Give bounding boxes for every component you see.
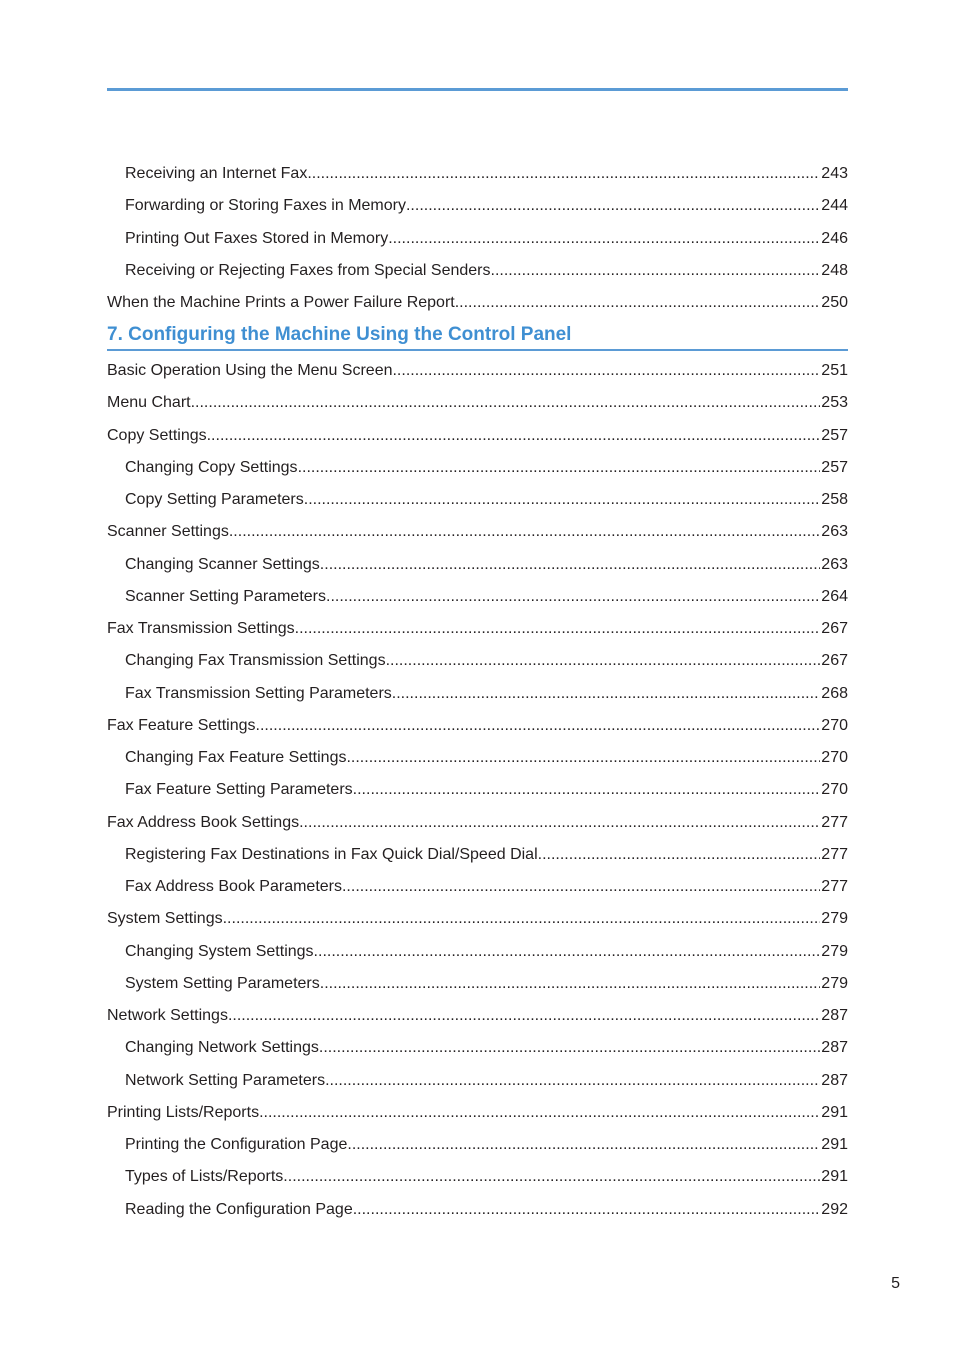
toc-entry-page: 250	[821, 294, 848, 311]
dot-leader	[346, 747, 820, 769]
toc-entry[interactable]	[107, 392, 848, 414]
toc-entry-page: 257	[821, 458, 848, 476]
toc-entry[interactable]	[107, 747, 848, 769]
toc-entry[interactable]	[107, 650, 848, 672]
dot-leader	[392, 360, 820, 382]
toc-entry[interactable]	[107, 195, 848, 217]
toc-entry[interactable]	[107, 844, 848, 866]
toc-entry-title: Types of Lists/Reports	[125, 1168, 284, 1186]
toc-entry-page: 277	[821, 878, 848, 895]
dot-leader	[319, 1037, 820, 1059]
toc-entry[interactable]	[107, 292, 848, 314]
toc-entry-title: Printing the Configuration Page	[125, 1136, 348, 1153]
toc-entry-page: 270	[821, 716, 848, 734]
toc-entry[interactable]	[107, 360, 848, 382]
toc-entry-page: 279	[821, 910, 848, 928]
toc-entry-title: Network Settings	[107, 1007, 228, 1024]
toc-entry-page: 268	[821, 684, 848, 702]
dot-leader	[256, 715, 821, 737]
toc-entry-page: 257	[821, 426, 848, 444]
dot-leader	[283, 1166, 820, 1188]
dot-leader	[386, 650, 821, 672]
toc-entry-page: 251	[821, 362, 848, 379]
dot-leader	[455, 292, 821, 314]
toc-entry-title: Fax Feature Setting Parameters	[125, 781, 353, 799]
toc-entry-page: 287	[821, 1039, 848, 1057]
dot-leader	[347, 1134, 820, 1156]
toc-entry-page: 258	[821, 491, 848, 508]
dot-leader	[307, 163, 820, 185]
toc-entry-page: 270	[821, 781, 848, 799]
dot-leader	[191, 392, 821, 414]
dot-leader	[304, 489, 821, 511]
toc-entry-page: 277	[821, 813, 848, 831]
toc-entry-title: Scanner Setting Parameters	[125, 587, 326, 605]
toc-entry[interactable]	[107, 554, 848, 576]
toc-entry[interactable]	[107, 586, 848, 608]
page-number: 5	[891, 1275, 900, 1292]
toc-entry-page: 243	[821, 165, 848, 182]
toc-entry[interactable]	[107, 1134, 848, 1156]
toc-entry-title: Receiving or Rejecting Faxes from Special Senders	[125, 261, 491, 279]
dot-leader	[392, 683, 821, 705]
toc-entry-page: 279	[821, 974, 848, 992]
toc-entry-title: Forwarding or Storing Faxes in Memory	[125, 197, 406, 215]
toc-entry-page: 263	[821, 523, 848, 541]
toc-entry[interactable]	[107, 941, 848, 963]
toc-entry[interactable]	[107, 163, 848, 185]
toc-entry-page: 279	[821, 942, 848, 960]
toc-entry[interactable]	[107, 425, 848, 447]
toc-entry[interactable]	[107, 1166, 848, 1188]
toc-entry-title: Receiving an Internet Fax	[125, 165, 308, 182]
toc-entry-title: System Setting Parameters	[125, 974, 320, 992]
toc-entry-title: Printing Out Faxes Stored in Memory	[125, 229, 389, 247]
toc-entry-title: Changing Network Settings	[125, 1039, 319, 1057]
toc-entry[interactable]	[107, 683, 848, 705]
toc-entry-title: Changing Scanner Settings	[125, 555, 320, 573]
toc-entry[interactable]	[107, 812, 848, 834]
dot-leader	[299, 812, 820, 834]
dot-leader	[326, 586, 820, 608]
toc-entry[interactable]	[107, 973, 848, 995]
toc-entry-title: Changing Fax Transmission Settings	[125, 652, 386, 670]
dot-leader	[228, 1005, 820, 1027]
dot-leader	[298, 457, 821, 479]
toc-entry-title: Fax Address Book Parameters	[125, 878, 342, 895]
dot-leader	[388, 228, 820, 250]
toc-entry[interactable]	[107, 1070, 848, 1092]
toc-entry-page: 291	[821, 1168, 848, 1186]
toc-entry-page: 267	[821, 652, 848, 670]
chapter-rule	[107, 349, 848, 351]
toc-entry[interactable]	[107, 260, 848, 282]
dot-leader	[259, 1102, 820, 1124]
toc-entry-title: Changing Fax Feature Settings	[125, 749, 347, 766]
dot-leader	[295, 618, 821, 640]
dot-leader	[314, 941, 821, 963]
toc-entry-title: When the Machine Prints a Power Failure Report	[107, 294, 455, 311]
toc-entry-page: 267	[821, 620, 848, 637]
toc-entry[interactable]	[107, 1005, 848, 1027]
toc-entry[interactable]	[107, 1037, 848, 1059]
toc-entry-page: 248	[821, 261, 848, 279]
toc-entry-page: 287	[821, 1007, 848, 1024]
toc-entry[interactable]	[107, 1199, 848, 1221]
dot-leader	[325, 1070, 820, 1092]
toc-entry-title: Network Setting Parameters	[125, 1071, 326, 1089]
dot-leader	[406, 195, 820, 217]
toc-entry-title: Fax Address Book Settings	[107, 813, 300, 831]
toc-entry-page: 264	[821, 587, 848, 605]
toc-entry[interactable]	[107, 618, 848, 640]
toc-entry-page: 292	[821, 1200, 848, 1218]
toc-entry-page: 291	[821, 1136, 848, 1153]
toc-entry[interactable]	[107, 489, 848, 511]
dot-leader	[342, 876, 820, 898]
dot-leader	[538, 844, 821, 866]
toc-entry-page: 246	[821, 229, 848, 247]
toc-entry[interactable]	[107, 521, 848, 543]
dot-leader	[207, 425, 821, 447]
dot-leader	[320, 973, 821, 995]
header-rule	[107, 88, 848, 91]
toc-entry-page: 244	[821, 197, 848, 215]
toc-entry[interactable]	[107, 908, 848, 930]
toc-entry-title: Reading the Configuration Page	[125, 1200, 353, 1218]
toc-entry[interactable]	[107, 779, 848, 801]
toc-entry-page: 287	[821, 1071, 848, 1089]
toc-entry-page: 270	[821, 749, 848, 766]
toc-entry-title: Fax Transmission Setting Parameters	[125, 684, 392, 702]
toc-entry-title: Changing Copy Settings	[125, 458, 298, 476]
dot-leader	[320, 554, 821, 576]
toc-entry[interactable]	[107, 715, 848, 737]
dot-leader	[491, 260, 821, 282]
toc-entry[interactable]	[107, 1102, 848, 1124]
toc-entry[interactable]	[107, 876, 848, 898]
dot-leader	[353, 779, 821, 801]
toc-entry[interactable]	[107, 457, 848, 479]
dot-leader	[353, 1199, 821, 1221]
toc-entry-page: 277	[821, 845, 848, 863]
toc-entry-page: 263	[821, 555, 848, 573]
chapter-heading[interactable]: 7. Configuring the Machine Using the Control Panel	[107, 324, 572, 345]
toc-entry-title: Printing Lists/Reports	[107, 1103, 260, 1121]
toc-entry-title: Menu Chart	[107, 394, 191, 412]
dot-leader	[223, 908, 821, 930]
toc-entry-title: Copy Setting Parameters	[125, 491, 304, 508]
toc-entry-page: 253	[821, 394, 848, 412]
toc-entry-title: Copy Settings	[107, 426, 207, 444]
toc-entry-page: 291	[821, 1103, 848, 1121]
toc-entry-title: Changing System Settings	[125, 942, 314, 960]
toc-entry[interactable]	[107, 228, 848, 250]
toc-entry-title: Fax Transmission Settings	[107, 620, 295, 637]
toc-entry-title: System Settings	[107, 910, 223, 928]
toc-entry-title: Fax Feature Settings	[107, 716, 256, 734]
toc-entry-title: Scanner Settings	[107, 523, 229, 541]
dot-leader	[229, 521, 820, 543]
toc-entry-title: Registering Fax Destinations in Fax Quick Dial/Speed Dial	[125, 845, 538, 863]
toc-entry-title: Basic Operation Using the Menu Screen	[107, 362, 393, 379]
